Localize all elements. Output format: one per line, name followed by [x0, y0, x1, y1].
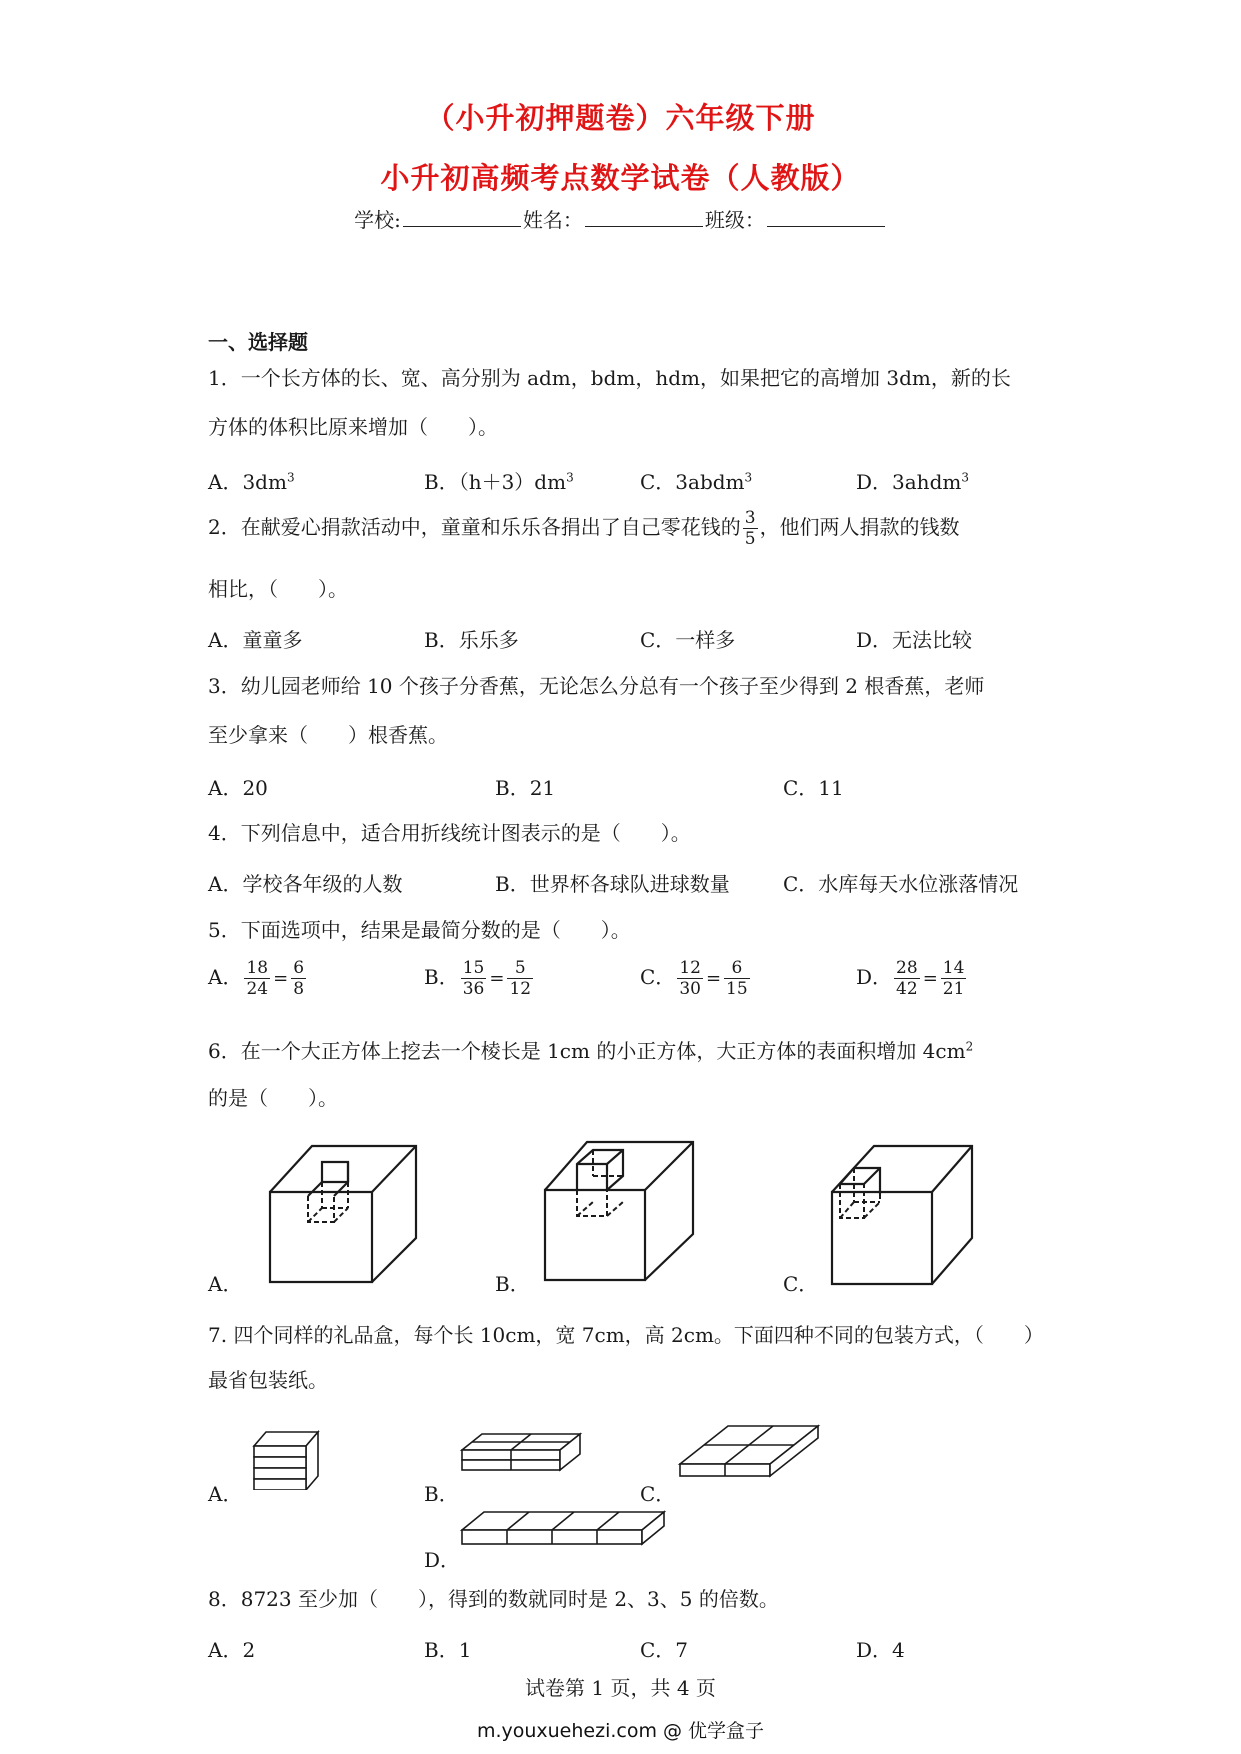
q5-option-d[interactable]: D． $\frac{28}{42}$ = $\frac{14}{21}$ [856, 958, 965, 999]
cube-figure-a [260, 1138, 430, 1288]
q8-option-a[interactable]: A．2 [208, 1638, 256, 1662]
title-line-2: 小升初高频考点数学试卷（人教版） [380, 161, 861, 195]
question-5-line-1: 5．下面选项中，结果是最简分数的是（ ）。 [208, 918, 631, 942]
school-label: 学校: [354, 208, 401, 232]
q5-option-b[interactable]: B． $\frac{15}{36}$ = $\frac{5}{12}$ [424, 958, 532, 999]
question-6-line-1: 6．在一个大正方体上挖去一个棱长是 1cm 的小正方体，大正方体的表面积增加 $4cm^2$ [208, 1039, 974, 1063]
question-1-line-1: 1．一个长方体的长、宽、高分别为 adm，bdm，hdm，如果把它的高增加 3dm，新的长 [208, 366, 1011, 390]
q8-option-b[interactable]: B．1 [424, 1638, 472, 1662]
q8-option-d[interactable]: D．4 [856, 1638, 905, 1662]
fraction: $\frac{3}{5}$ [744, 508, 756, 549]
class-blank[interactable] [767, 206, 885, 227]
q2-option-c[interactable]: C．一样多 [640, 628, 736, 652]
q4-option-b[interactable]: B．世界杯各球队进球数量 [495, 872, 730, 896]
q6-option-b[interactable]: B． [495, 1272, 530, 1296]
q3-option-b[interactable]: B．21 [495, 776, 556, 800]
page-footer: 试卷第 1 页，共 4 页 [525, 1676, 716, 1700]
title-line-1: （小升初押题卷）六年级下册 [425, 101, 816, 135]
question-3-line-2: 至少拿来（ ）根香蕉。 [208, 723, 448, 747]
flat-square-figure [674, 1418, 824, 1488]
stacked-boxes-figure [248, 1420, 328, 1490]
question-8-line-1: 8．8723 至少加（ ），得到的数就同时是 2、3、5 的倍数。 [208, 1587, 779, 1611]
school-blank[interactable] [403, 206, 521, 227]
q7-option-a[interactable]: A． [208, 1482, 243, 1506]
q4-option-c[interactable]: C．水库每天水位涨落情况 [783, 872, 1019, 896]
q1-option-b[interactable]: B．$(h+3)dm^3$ [424, 470, 574, 494]
question-2-line-2: 相比，（ ）。 [208, 577, 348, 601]
cube-figure-b [535, 1130, 705, 1285]
q1-option-c[interactable]: C．3abdm$^3$ [640, 470, 753, 494]
q7-option-c[interactable]: C． [640, 1482, 676, 1506]
section-heading: 一、选择题 [208, 330, 308, 354]
q3-option-a[interactable]: A．20 [208, 776, 268, 800]
cube-figure-c [820, 1138, 980, 1288]
q5-option-c[interactable]: C． $\frac{12}{30}$ = $\frac{6}{15}$ [640, 958, 748, 999]
q1-option-a[interactable]: A．$3dm^3$ [208, 470, 295, 494]
question-7-line-2: 最省包装纸。 [208, 1368, 328, 1392]
q5-option-a[interactable]: A． $\frac{18}{24}$ = $\frac{6}{8}$ [208, 958, 305, 999]
four-in-row-figure [458, 1506, 668, 1552]
q3-option-c[interactable]: C．11 [783, 776, 844, 800]
q7-option-b[interactable]: B． [424, 1482, 459, 1506]
name-label: 姓名： [522, 208, 583, 232]
question-4-line-1: 4．下列信息中，适合用折线统计图表示的是（ ）。 [208, 821, 691, 845]
q6-option-c[interactable]: C． [783, 1272, 819, 1296]
q8-option-c[interactable]: C．7 [640, 1638, 689, 1662]
q2-option-b[interactable]: B．乐乐多 [424, 628, 519, 652]
class-label: 班级： [704, 208, 765, 232]
q2-option-a[interactable]: A．童童多 [208, 628, 303, 652]
question-7-line-1: 7. 四个同样的礼品盒，每个长 10cm，宽 7cm，高 2cm。下面四种不同的包装方式，（ ） [208, 1323, 1044, 1347]
question-1-line-2: 方体的体积比原来增加（ ）。 [208, 415, 498, 439]
q6-option-a[interactable]: A． [208, 1272, 243, 1296]
q7-option-d[interactable]: D． [424, 1548, 461, 1572]
q1-option-d[interactable]: D．3ahdm$^3$ [856, 470, 969, 494]
name-blank[interactable] [585, 206, 703, 227]
q2-option-d[interactable]: D．无法比较 [856, 628, 973, 652]
question-6-line-2: 的是（ ）。 [208, 1086, 338, 1110]
site-watermark: m.youxuehezi.com @ 优学盒子 [476, 1720, 765, 1742]
question-3-line-1: 3．幼儿园老师给 10 个孩子分香蕉，无论怎么分总有一个孩子至少得到 2 根香蕉，老师 [208, 674, 985, 698]
student-info [0, 204, 1241, 233]
q4-option-a[interactable]: A．学校各年级的人数 [208, 872, 403, 896]
question-2-line-1: 2．在献爱心捐款活动中，童童和乐乐各捐出了自己零花钱的 $\frac{3}{5}$ ，他们两人捐款的钱数 [208, 508, 960, 549]
two-by-two-flat-figure [458, 1428, 588, 1478]
